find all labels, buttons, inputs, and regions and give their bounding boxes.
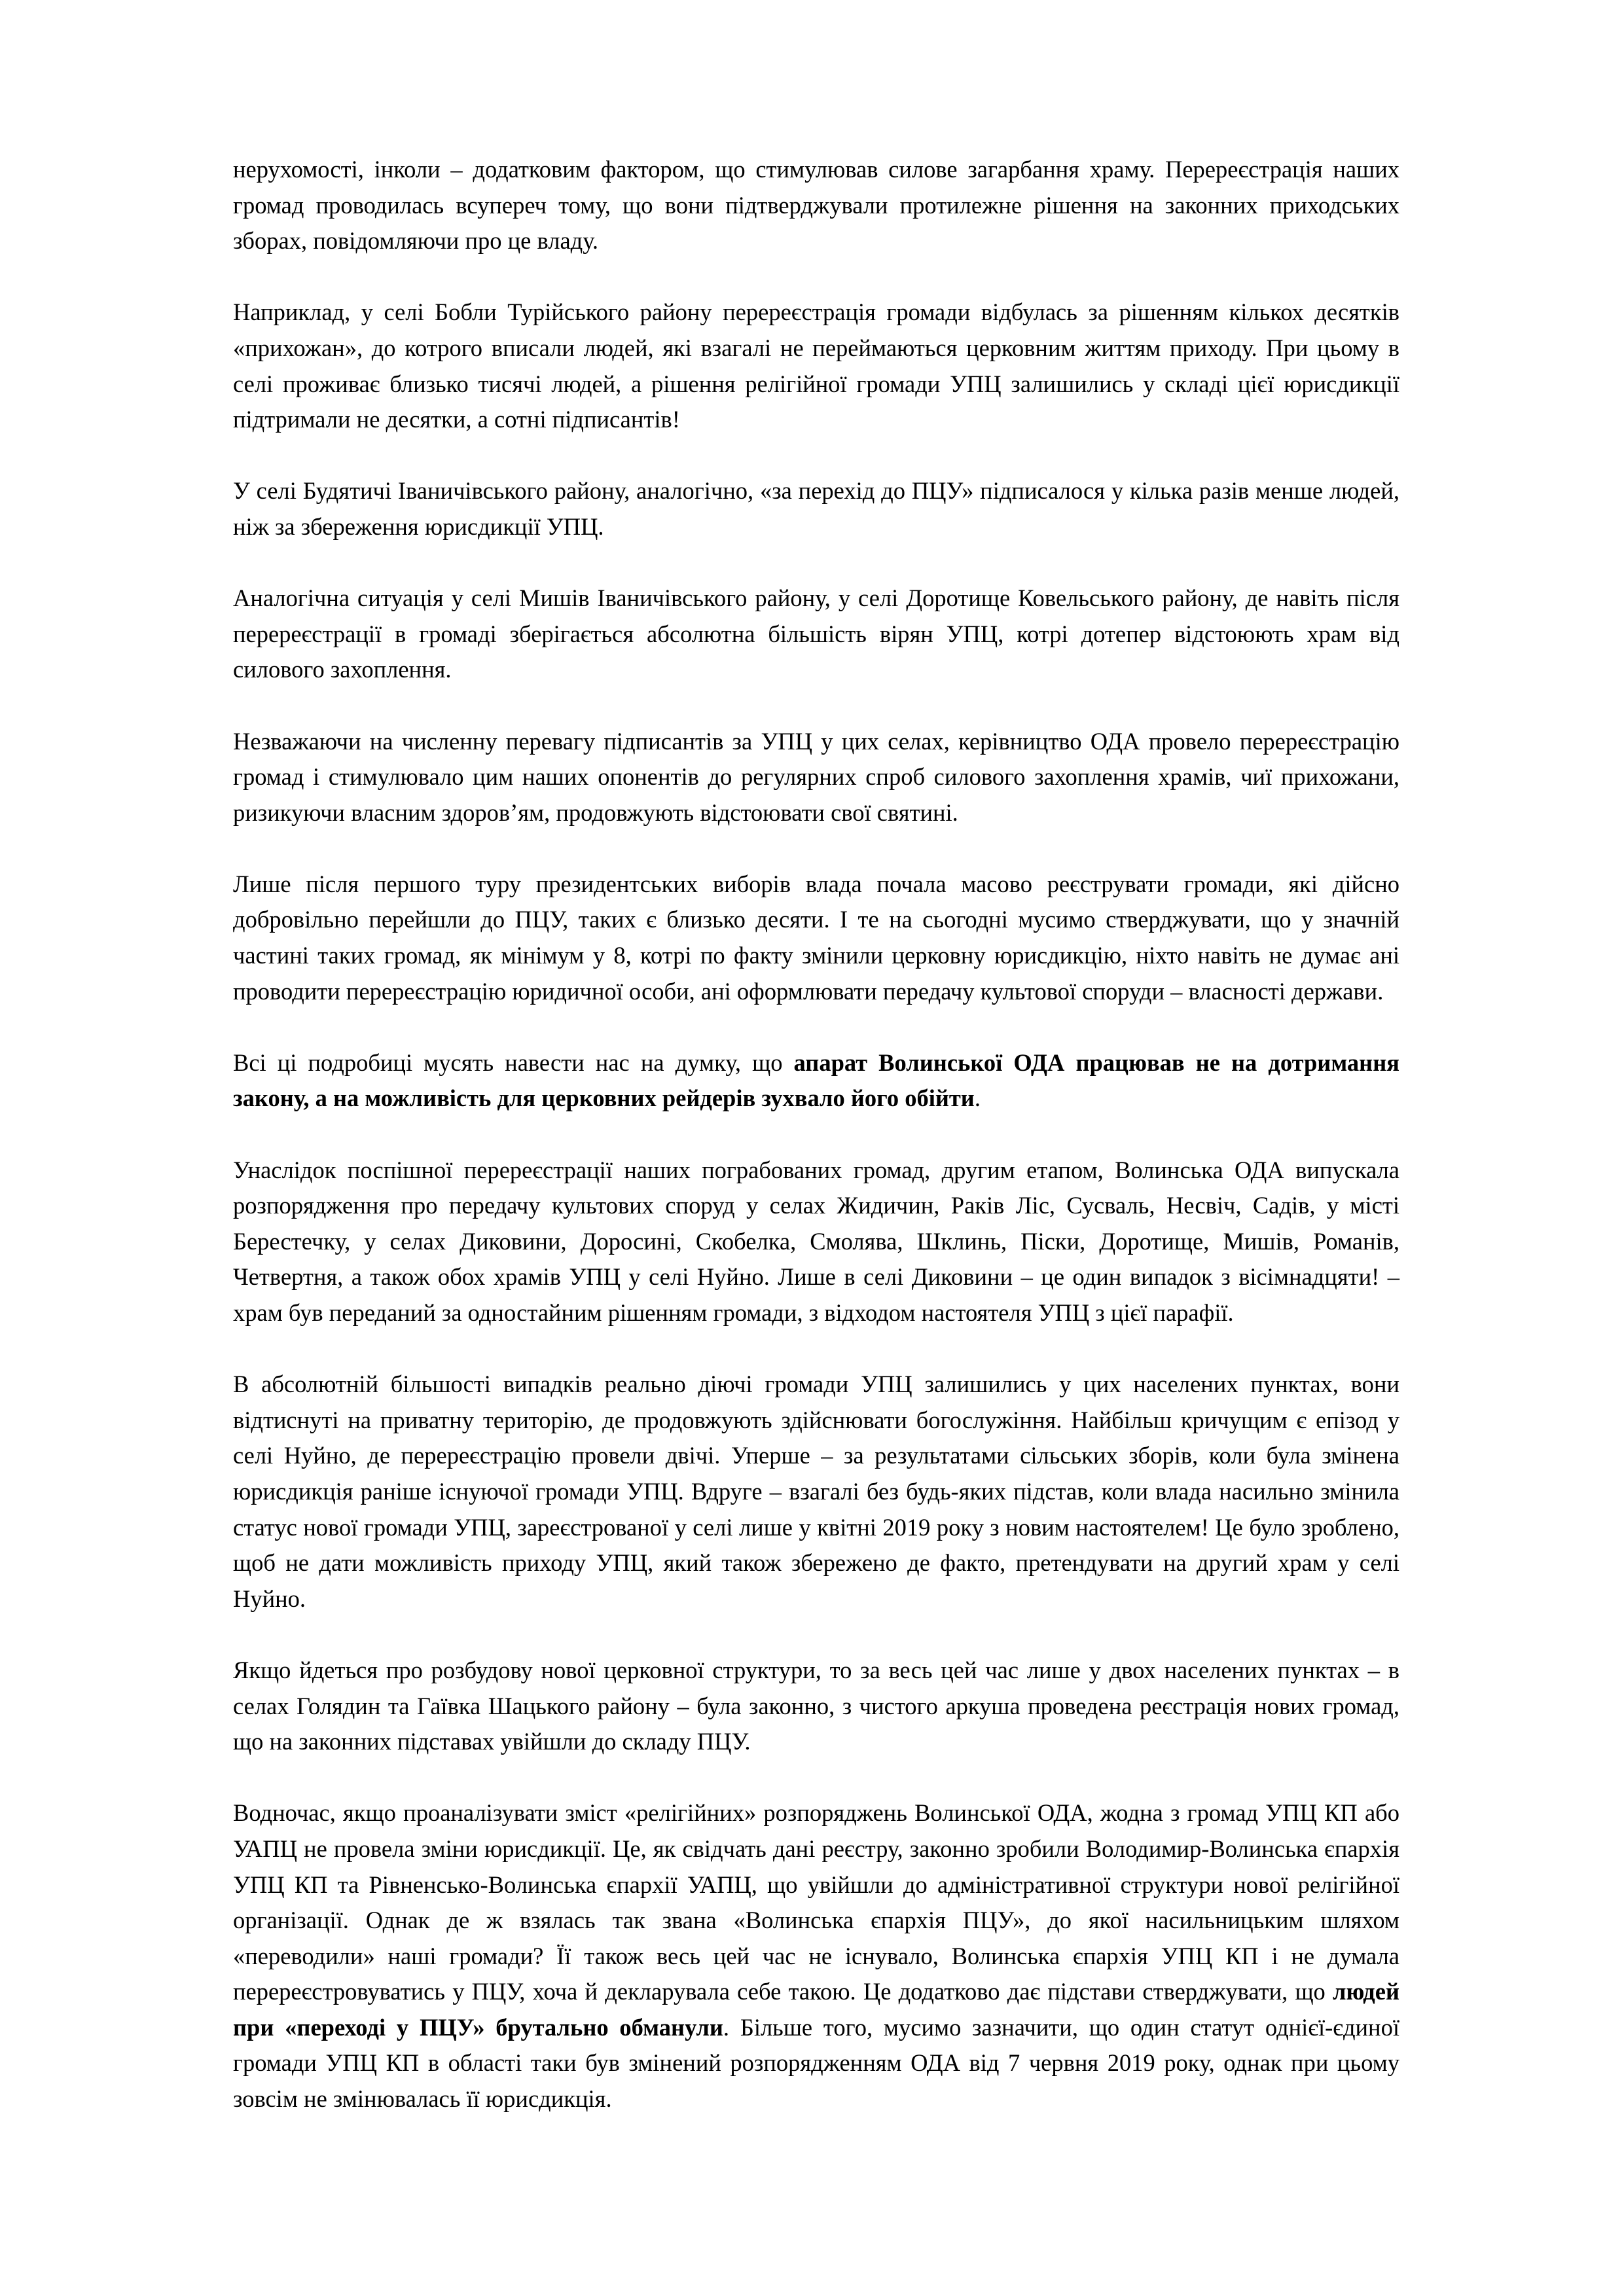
document-page: [233, 152, 1399, 2153]
paragraph-7-bold-text: апарат Волинської ОДА працював не на дотримання закону, а на можливість для церковних рейдерів зухвало його обійти: [233, 1049, 1399, 1112]
paragraph-4: Аналогічна ситуація у селі Мишів Іваничівського району, у селі Доротище Ковельського району, де навіть після перереєстрації в громаді зберігається абсолютна більшість вірян УПЦ, котрі дотепер відстоюють храм від силового захоплення.: [233, 584, 1399, 683]
paragraph-8: Унаслідок поспішної перереєстрації наших пограбованих громад, другим етапом, Волинська ОДА випускала розпорядження про передачу культових споруд у селах Жидичин, Раків Ліс, Сусваль, Несвіч, Садів, у місті Берестечку, у селах Диковини, Доросині, Скобелка, Смолява, Шклинь, Піски, Доротище, Мишів, Романів, Четвертня, а також обох храмів УПЦ у селі Нуйно. Лише в селі Диковини – це один випадок з вісімнадцяти! – храм був переданий за одностайним рішенням громади, з відходом настоятеля УПЦ з цієї парафії.: [233, 1156, 1399, 1326]
paragraph-2: Наприклад, у селі Бобли Турійського району перереєстрація громади відбулась за рішенням кількох десятків «прихожан», до котрого вписали людей, які взагалі не переймаються церковним життям приходу. При цьому в селі проживає близько тисячі людей, а рішення релігійної громади УПЦ залишились у складі цієї юрисдикції підтримали не десятки, а сотні підписантів!: [233, 298, 1399, 433]
paragraph-3: У селі Будятичі Іваничівського району, аналогічно, «за перехід до ПЦУ» підписалося у кілька разів менше людей, ніж за збереження юрисдикції УПЦ.: [233, 477, 1399, 540]
paragraph-6: Лише після першого туру президентських виборів влада почала масово реєструвати громади, які дійсно добровільно перейшли до ПЦУ, таких є близько десяти. І те на сьогодні мусимо стверджувати, що у значній частині таких громад, як мінімум у 8, котрі по факту змінили церковну юрисдикцію, ніхто навіть не думає ані проводити перереєстрацію юридичної особи, ані оформлювати передачу культової споруди – власності держави.: [233, 870, 1399, 1005]
paragraph-5: Незважаючи на численну перевагу підписантів за УПЦ у цих селах, керівництво ОДА провело перереєстрацію громад і стимулювало цим наших опонентів до регулярних спроб силового захоплення храмів, чиї прихожани, ризикуючи власним здоров’ям, продовжують відстоювати свої святині.: [233, 727, 1399, 826]
paragraph-9: В абсолютній більшості випадків реально діючі громади УПЦ залишились у цих населених пунктах, вони відтиснуті на приватну територію, де продовжують здійснювати богослужіння. Найбільш кричущим є епізод у селі Нуйно, де перереєстрацію провели двічі. Уперше – за результатами сільських зборів, коли була змінена юрисдикція раніше існуючої громади УПЦ. Вдруге – взагалі без будь-яких підстав, коли влада насильно змінила статус нової громади УПЦ, зареєстрованої у селі лише у квітні 2019 року з новим настоятелем! Це було зроблено, щоб не дати можливість приходу УПЦ, який також збережено де факто, претендувати на другий храм у селі Нуйно.: [233, 1371, 1399, 1612]
paragraph-7-text-after: .: [974, 1085, 981, 1112]
paragraph-10: Якщо йдеться про розбудову нової церковної структури, то за весь цей час лише у двох населених пунктах – в селах Голядин та Гаївка Шацького району – була законно, з чистого аркуша проведена реєстрація нових громад, що на законних підставах увійшли до складу ПЦУ.: [233, 1656, 1399, 1755]
paragraph-11-text-after: . Більше того, мусимо зазначити, що один статут однієї-єдиної громади УПЦ КП в області таки був змінений розпорядженням ОДА від 7 червня 2019 року, однак при цьому зовсім не змінювалась її юрисдикція.: [233, 2013, 1399, 2113]
paragraph-7-text-before: Всі ці подробиці мусять навести нас на думку, що: [233, 1049, 794, 1076]
paragraph-11-text-before: Водночас, якщо проаналізувати зміст «релігійних» розпоряджень Волинської ОДА, жодна з громад УПЦ КП або УАПЦ не провела зміни юрисдикції. Це, як свідчать дані реєстру, законно зробили Володимир-Волинська єпархія УПЦ КП та Рівненсько-Волинська єпархії УАПЦ, що увійшли до адміністративної структури нової релігійної організації. Однак де ж взялась так звана «Волинська єпархія ПЦУ», до якої насильницьким шляхом «переводили» наші громади? Її також весь цей час не існувало, Волинська єпархія УПЦ КП і не думала перереєстровуватись у ПЦУ, хоча й декларувала себе такою. Це додатково дає підстави стверджувати, що: [233, 1799, 1399, 2005]
paragraph-7: [233, 1045, 1399, 1117]
paragraph-11: [233, 1795, 1399, 2117]
paragraph-1: нерухомості, інколи – додатковим фактором, що стимулював силове загарбання храму. Перереєстрація наших громад проводилась всупереч тому, що вони підтверджували протилежне рішення на законних приходських зборах, повідомляючи про це владу.: [233, 156, 1399, 255]
paragraph-11-bold-text: людей при «переході у ПЦУ» брутально обманули: [233, 1978, 1399, 2041]
